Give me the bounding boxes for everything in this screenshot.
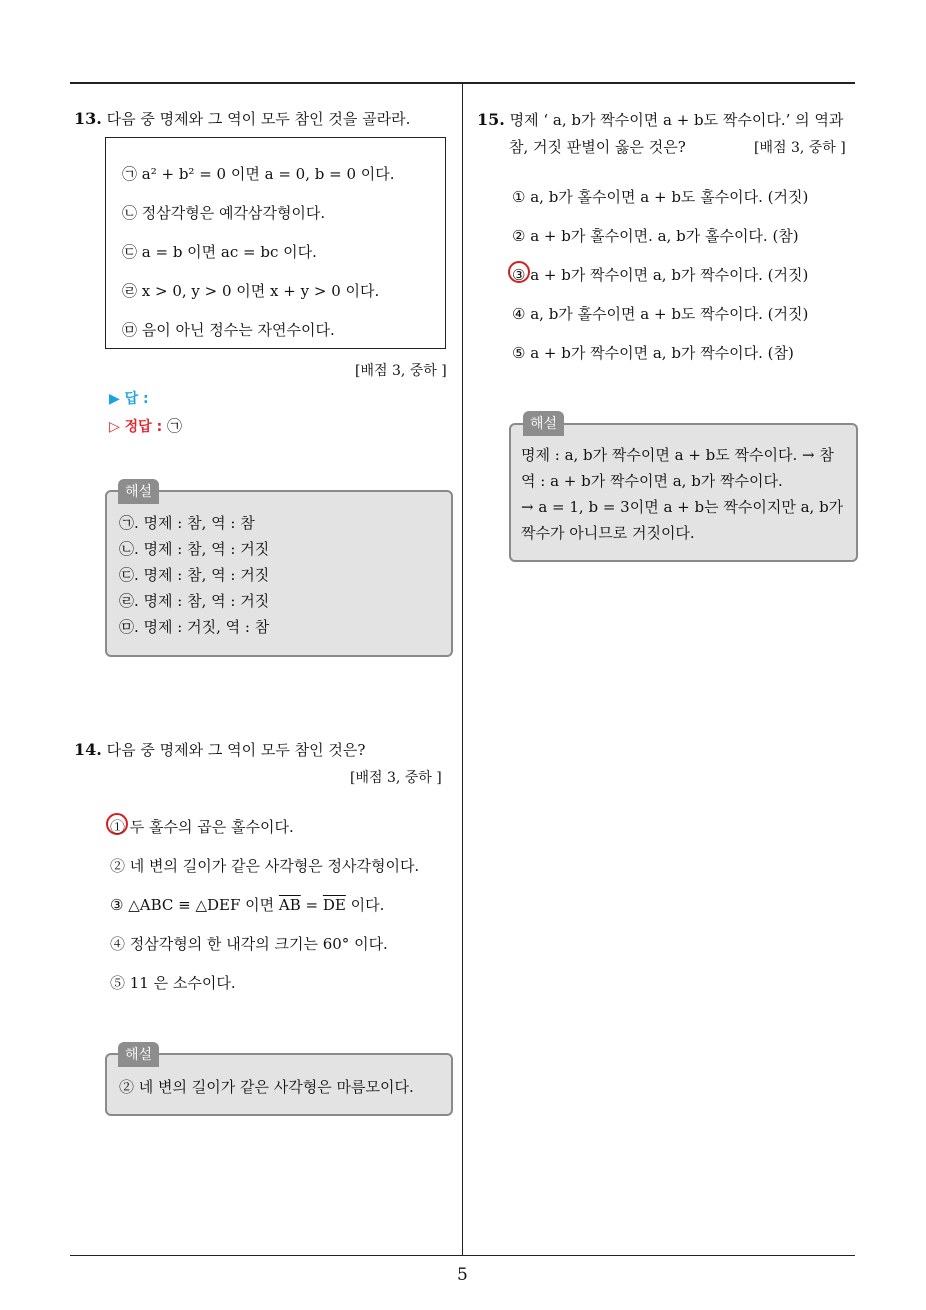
q15-choice[interactable]: ④ a, b가 홀수이면 a + b도 짝수이다. (거짓) [512,305,809,323]
q15-choice[interactable]: ⑤ a + b가 짝수이면 a, b가 짝수이다. (참) [512,344,794,362]
q14-score: [배점 3, 중하 ] [350,770,442,786]
q15-explanation-line: → a = 1, b = 3이면 a + b는 짝수이지만 a, b가 [521,498,844,516]
q13-statement-box [105,137,446,349]
q13-correct-row [109,415,182,436]
q15-question-line1: 명제 ‘ a, b가 짝수이면 a + b도 짝수이다.’ 의 역과 [509,111,844,129]
q13-explanation-line: ㉤. 명제 : 거짓, 역 : 참 [119,618,270,636]
q14-number: 14. [74,740,102,759]
q13-explanation-line: ㉡. 명제 : 참, 역 : 거짓 [119,540,270,558]
column-divider [462,84,463,1256]
q13-header [74,108,410,129]
q14-choice[interactable]: ① 두 홀수의 곱은 홀수이다. [110,818,294,836]
q15-question-line2: 참, 거짓 판별이 옳은 것은? [509,138,686,156]
q13-correct-label: ▷ 정답 : [109,419,163,435]
q14-header [74,739,365,760]
q13-item: ㉣ x > 0, y > 0 이면 x + y > 0 이다. [122,282,380,300]
q13-answer-label: ▶ 답 : [109,391,149,407]
q13-explanation-line: ㉢. 명제 : 참, 역 : 거짓 [119,566,270,584]
q15-explanation-tag: 해설 [523,411,564,436]
q14-explanation-line: ② 네 변의 길이가 같은 사각형은 마름모이다. [119,1078,414,1096]
q15-number: 15. [477,110,505,129]
q14-choice[interactable]: ② 네 변의 길이가 같은 사각형은 정사각형이다. [110,857,420,875]
q13-explanation-line: ㉣. 명제 : 참, 역 : 거짓 [119,592,270,610]
q14-explanation-tag: 해설 [118,1042,159,1067]
q13-item: ㉠ a² + b² = 0 이면 a = 0, b = 0 이다. [122,165,395,183]
q15-choice[interactable]: ② a + b가 홀수이면. a, b가 홀수이다. (참) [512,227,799,245]
q13-item: ㉢ a = b 이면 ac = bc 이다. [122,243,317,261]
q14-question: 다음 중 명제와 그 역이 모두 참인 것은? [106,741,366,759]
q15-explanation-line: 명제 : a, b가 짝수이면 a + b도 짝수이다. → 참 [521,446,834,464]
q15-choice[interactable]: ③ a + b가 짝수이면 a, b가 짝수이다. (거짓) [512,266,809,284]
q13-score: [배점 3, 중하 ] [355,363,447,379]
q13-question: 다음 중 명제와 그 역이 모두 참인 것을 골라라. [106,110,411,128]
q13-correct-value: ㉠ [166,417,182,435]
q15-explanation-box [509,423,858,562]
q14-choice[interactable]: ④ 정삼각형의 한 내각의 크기는 60° 이다. [110,935,388,953]
q15-explanation-line: 역 : a + b가 짝수이면 a, b가 짝수이다. [521,472,783,490]
q14-choice[interactable]: ⑤ 11 은 소수이다. [110,974,236,992]
q13-number: 13. [74,109,102,128]
q13-explanation-tag: 해설 [118,479,159,504]
q13-item: ㉤ 음이 아닌 정수는 자연수이다. [122,321,335,339]
q15-explanation-line: 짝수가 아니므로 거짓이다. [521,524,695,542]
q13-explanation-line: ㉠. 명제 : 참, 역 : 참 [119,514,255,532]
q14-choice[interactable]: ③ △ABC ≡ △DEF 이면 $\overline{AB} = \overline{DE}$ 이다. [110,896,385,914]
q15-choice[interactable]: ① a, b가 홀수이면 a + b도 홀수이다. (거짓) [512,188,809,206]
q15-header [477,109,843,130]
bottom-rule [70,1255,855,1256]
page-number: 5 [457,1265,468,1285]
q15-score: [배점 3, 중하 ] [754,140,846,156]
q13-item: ㉡ 정삼각형은 예각삼각형이다. [122,204,326,222]
q13-explanation-box [105,490,453,657]
